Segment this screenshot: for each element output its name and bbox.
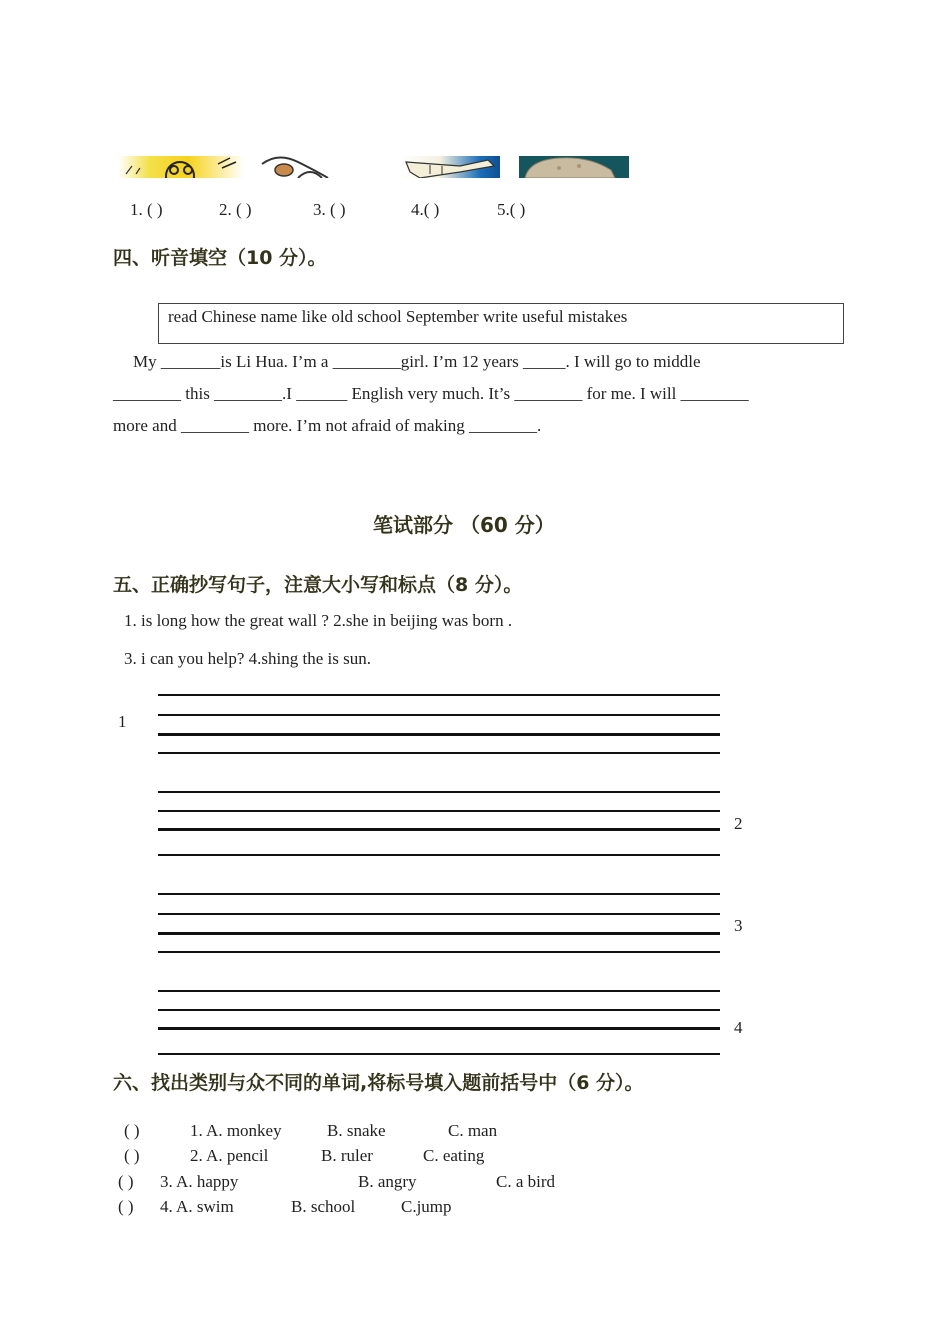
monkey-cartoon-icon — [258, 156, 330, 178]
passage-line-2: ________ this ________.I ______ English very much. It’s ________ for me. I will ________ — [113, 384, 749, 403]
writing-line[interactable] — [158, 990, 720, 992]
writing-line[interactable] — [158, 1009, 720, 1011]
answer-bracket-4[interactable]: ( ) — [118, 1197, 134, 1216]
written-part-title: 笔试部分 （60 分） — [373, 513, 555, 537]
writing-line[interactable] — [158, 1027, 720, 1030]
answer-bracket-1[interactable]: ( ) — [124, 1121, 140, 1140]
picture-answer-1[interactable]: 1. ( ) — [130, 200, 163, 219]
answer-bracket-2[interactable]: ( ) — [124, 1146, 140, 1165]
line-number-4: 4 — [734, 1018, 743, 1037]
writing-line[interactable] — [158, 1053, 720, 1055]
answer-bracket-3[interactable]: ( ) — [118, 1172, 134, 1191]
passage-line-1: My _______is Li Hua. I’m a ________girl. I’m 12 years _____. I will go to middle — [133, 352, 701, 371]
writing-line[interactable] — [158, 932, 720, 935]
picture-answer-4[interactable]: 4.( ) — [411, 200, 440, 219]
writing-line[interactable] — [158, 810, 720, 812]
option-c-2: C. eating — [423, 1146, 485, 1165]
word-bank: read Chinese name like old school September write useful mistakes — [168, 307, 628, 326]
writing-line[interactable] — [158, 791, 720, 793]
option-a-4: 4. A. swim — [160, 1197, 234, 1216]
option-c-1: C. man — [448, 1121, 498, 1140]
writing-line[interactable] — [158, 913, 720, 915]
option-a-2: 2. A. pencil — [190, 1146, 269, 1165]
sentences-line-2: 3. i can you help? 4.shing the is sun. — [124, 649, 371, 668]
bread-icon — [519, 156, 629, 178]
section4-heading: 四、听音填空（10 分）。 — [113, 247, 327, 269]
sentences-line-1: 1. is long how the great wall ? 2.she in beijing was born . — [124, 611, 513, 630]
picture-answer-5[interactable]: 5.( ) — [497, 200, 526, 219]
writing-line[interactable] — [158, 694, 720, 696]
line-number-1: 1 — [118, 712, 127, 731]
writing-line[interactable] — [158, 854, 720, 856]
section6-heading: 六、找出类别与众不同的单词,将标号填入题前括号中（6 分）。 — [113, 1072, 644, 1094]
section5-heading: 五、正确抄写句子，注意大小写和标点（8 分）。 — [113, 574, 523, 596]
writing-line[interactable] — [158, 951, 720, 953]
option-c-4: C.jump — [401, 1197, 452, 1216]
option-b-4: B. school — [291, 1197, 356, 1216]
word-bank-box — [158, 303, 844, 344]
writing-line[interactable] — [158, 893, 720, 895]
airplane-icon — [400, 156, 500, 178]
writing-line[interactable] — [158, 733, 720, 736]
option-a-1: 1. A. monkey — [190, 1121, 282, 1140]
option-b-3: B. angry — [358, 1172, 417, 1191]
option-b-1: B. snake — [327, 1121, 386, 1140]
option-c-3: C. a bird — [496, 1172, 556, 1191]
writing-line[interactable] — [158, 828, 720, 831]
line-number-3: 3 — [734, 916, 743, 935]
picture-answer-2[interactable]: 2. ( ) — [219, 200, 252, 219]
option-b-2: B. ruler — [321, 1146, 373, 1165]
writing-line[interactable] — [158, 714, 720, 716]
writing-line[interactable] — [158, 752, 720, 754]
option-a-3: 3. A. happy — [160, 1172, 239, 1191]
line-number-2: 2 — [734, 814, 743, 833]
picture-answer-3[interactable]: 3. ( ) — [313, 200, 346, 219]
passage-line-3: more and ________ more. I’m not afraid of making ________. — [113, 416, 542, 435]
lion-cartoon-icon — [118, 156, 244, 178]
